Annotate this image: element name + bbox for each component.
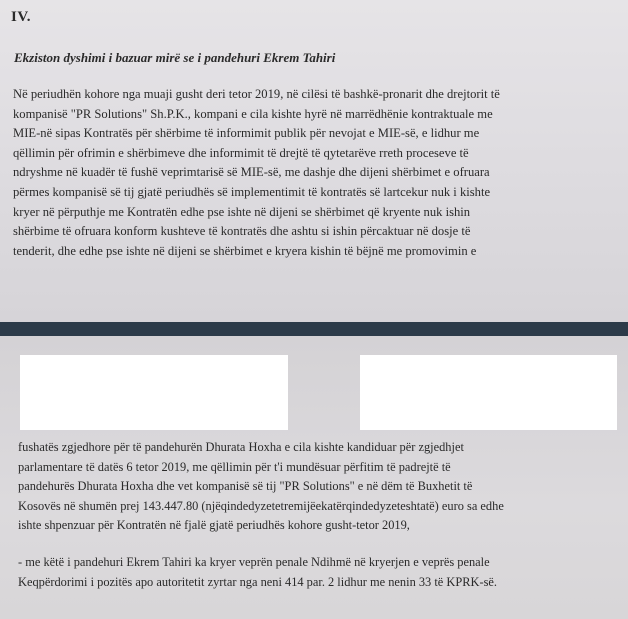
paragraph-line: tenderit, dhe edhe pse ishte në dijeni se shërbimet e kryera kishin të bëjnë me promovimin e: [13, 243, 477, 258]
page-divider: [0, 322, 628, 336]
redaction-box-left: [20, 355, 288, 430]
paragraph-line: pandehurës Dhurata Hoxha dhe vet kompanisë së tij "PR Solutions" e në dëm të Buxhetit të: [18, 479, 473, 494]
section-heading: Ekziston dyshimi i bazuar mirë se i pandehuri Ekrem Tahiri: [14, 50, 336, 65]
paragraph-line: kryer në përputhje me Kontratën edhe pse ishte në dijeni se shërbimet që kryente nuk ishin: [13, 204, 471, 219]
paragraph-line: MIE-në sipas Kontratës për shërbime të informimit publik për nevojat e MIE-së, e lidhur me: [13, 126, 480, 141]
paragraph-main: [13, 85, 618, 261]
paragraph-line: Në periudhën kohore nga muaji gusht deri tetor 2019, në cilësi të bashkë-pronarit dhe drejtorit të: [13, 87, 500, 101]
paragraph-line: qëllimin për ofrimin e shërbimeve dhe informimit të drejtë të qytetarëve rreth proceseve të: [13, 145, 469, 160]
paragraph-line: - me këtë i pandehuri Ekrem Tahiri ka kryer veprën penale Ndihmë në kryerjen e veprës penale: [18, 555, 490, 569]
section-number: IV.: [11, 9, 31, 25]
paragraph-line: ishte shpenzuar për Kontratën në fjalë gjatë periudhës kohore gusht-tetor 2019,: [18, 518, 410, 533]
paragraph-continuation: [18, 438, 618, 536]
paragraph-line: Keqpërdorimi i pozitës apo autoritetit zyrtar nga neni 414 par. 2 lidhur me nenin 33 të KPRK-së.: [18, 574, 497, 589]
paragraph-line: kompanisë "PR Solutions" Sh.P.K., kompani e cila kishte hyrë në marrëdhënie kontraktuale me: [13, 106, 493, 121]
redaction-box-right: [360, 355, 617, 430]
paragraph-line: fushatës zgjedhore për të pandehurën Dhurata Hoxha e cila kishte kandiduar për zgjedhjet: [18, 440, 464, 454]
paragraph-line: shërbime të ofruara konform kushteve të kontratës dhe ashtu si ishin përcaktuar në dosje të: [13, 224, 471, 239]
paragraph-conclusion: [18, 553, 618, 592]
paragraph-line: ndryshme në kuadër të fushë veprimtarisë së MIE-së, me dashje dhe dijeni shërbimet e ofruara: [13, 165, 490, 180]
paragraph-line: përmes kompanisë së tij gjatë periudhës së implementimit të kontratës së lartcekur nuk i kishte: [13, 184, 491, 199]
paragraph-line: Kosovës në shumën prej 143.447.80 (njëqindedyzetetremijëekatërqindedyzeteshtatë) euro sa edhe: [18, 498, 504, 513]
paragraph-line: parlamentare të datës 6 tetor 2019, me qëllimin për t'i mundësuar përfitim të padrejtë të: [18, 459, 451, 474]
